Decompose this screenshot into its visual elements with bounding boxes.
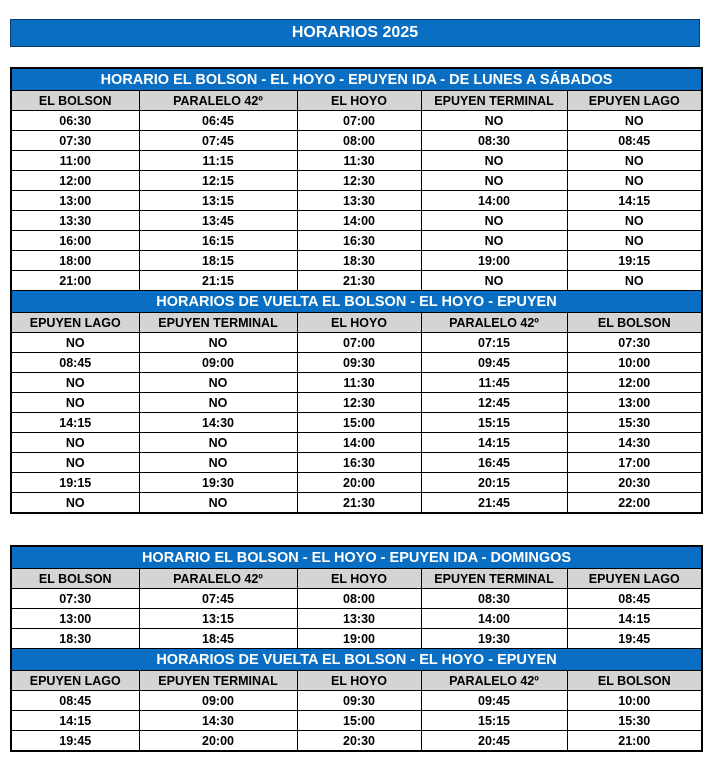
time-cell: 11:30 bbox=[297, 373, 421, 393]
time-cell: 12:30 bbox=[297, 171, 421, 191]
time-cell: NO bbox=[11, 433, 139, 453]
time-cell: 08:30 bbox=[421, 131, 567, 151]
time-cell: 14:30 bbox=[567, 433, 702, 453]
time-cell: 12:00 bbox=[11, 171, 139, 191]
time-cell: 07:30 bbox=[567, 333, 702, 353]
time-cell: NO bbox=[567, 111, 702, 131]
time-cell: 16:30 bbox=[297, 231, 421, 251]
time-cell: 15:30 bbox=[567, 711, 702, 731]
time-cell: 19:45 bbox=[567, 629, 702, 649]
time-cell: 08:45 bbox=[567, 131, 702, 151]
page-title: HORARIOS 2025 bbox=[10, 19, 700, 47]
table-row bbox=[11, 353, 702, 373]
time-cell: 11:15 bbox=[139, 151, 297, 171]
column-header: EPUYEN LAGO bbox=[567, 91, 702, 111]
time-cell: 20:30 bbox=[567, 473, 702, 493]
column-header: EL BOLSON bbox=[567, 671, 702, 691]
time-cell: 18:45 bbox=[139, 629, 297, 649]
time-cell: NO bbox=[11, 453, 139, 473]
time-cell: 08:30 bbox=[421, 589, 567, 609]
column-header: EL HOYO bbox=[297, 313, 421, 333]
time-cell: 20:45 bbox=[421, 731, 567, 752]
column-header: EL HOYO bbox=[297, 569, 421, 589]
time-cell: 19:00 bbox=[297, 629, 421, 649]
column-header: EL HOYO bbox=[297, 671, 421, 691]
time-cell: NO bbox=[567, 171, 702, 191]
time-cell: 07:45 bbox=[139, 131, 297, 151]
time-cell: 19:15 bbox=[11, 473, 139, 493]
table-row bbox=[11, 473, 702, 493]
time-cell: NO bbox=[421, 151, 567, 171]
time-cell: 16:45 bbox=[421, 453, 567, 473]
time-cell: NO bbox=[421, 171, 567, 191]
column-header-row bbox=[11, 313, 702, 333]
time-cell: 13:00 bbox=[11, 191, 139, 211]
column-header: PARALELO 42º bbox=[421, 313, 567, 333]
time-cell: 07:15 bbox=[421, 333, 567, 353]
table-row bbox=[11, 609, 702, 629]
section-title: HORARIO EL BOLSON - EL HOYO - EPUYEN IDA - DOMINGOS bbox=[11, 546, 702, 569]
weekday-schedule-table bbox=[10, 67, 703, 514]
weekday-vuelta-title-row bbox=[11, 291, 702, 313]
time-cell: NO bbox=[421, 111, 567, 131]
time-cell: NO bbox=[11, 333, 139, 353]
time-cell: 06:45 bbox=[139, 111, 297, 131]
time-cell: NO bbox=[11, 393, 139, 413]
time-cell: NO bbox=[11, 493, 139, 514]
table-row bbox=[11, 271, 702, 291]
section-title: HORARIOS DE VUELTA EL BOLSON - EL HOYO - EPUYEN bbox=[11, 291, 702, 313]
time-cell: 20:00 bbox=[139, 731, 297, 752]
time-cell: 07:00 bbox=[297, 111, 421, 131]
table-row bbox=[11, 111, 702, 131]
time-cell: NO bbox=[567, 151, 702, 171]
weekday-ida-title-row bbox=[11, 68, 702, 91]
time-cell: 10:00 bbox=[567, 691, 702, 711]
time-cell: 10:00 bbox=[567, 353, 702, 373]
table-row bbox=[11, 171, 702, 191]
section-title: HORARIOS DE VUELTA EL BOLSON - EL HOYO - EPUYEN bbox=[11, 649, 702, 671]
time-cell: 15:15 bbox=[421, 711, 567, 731]
time-cell: 19:30 bbox=[139, 473, 297, 493]
time-cell: 19:15 bbox=[567, 251, 702, 271]
time-cell: 09:45 bbox=[421, 691, 567, 711]
time-cell: 16:30 bbox=[297, 453, 421, 473]
time-cell: NO bbox=[139, 393, 297, 413]
time-cell: 13:15 bbox=[139, 191, 297, 211]
column-header: PARALELO 42º bbox=[421, 671, 567, 691]
time-cell: 14:30 bbox=[139, 413, 297, 433]
time-cell: NO bbox=[567, 231, 702, 251]
time-cell: 08:00 bbox=[297, 131, 421, 151]
time-cell: 13:00 bbox=[11, 609, 139, 629]
time-cell: 14:00 bbox=[421, 191, 567, 211]
time-cell: 21:15 bbox=[139, 271, 297, 291]
time-cell: 11:00 bbox=[11, 151, 139, 171]
column-header: EPUYEN TERMINAL bbox=[139, 313, 297, 333]
column-header: EPUYEN TERMINAL bbox=[421, 91, 567, 111]
time-cell: 14:00 bbox=[297, 211, 421, 231]
time-cell: 13:30 bbox=[297, 191, 421, 211]
time-cell: 14:00 bbox=[421, 609, 567, 629]
time-cell: 14:15 bbox=[567, 609, 702, 629]
time-cell: NO bbox=[421, 231, 567, 251]
time-cell: 07:45 bbox=[139, 589, 297, 609]
column-header: EL BOLSON bbox=[11, 91, 139, 111]
time-cell: 19:00 bbox=[421, 251, 567, 271]
column-header-row bbox=[11, 569, 702, 589]
time-cell: 11:45 bbox=[421, 373, 567, 393]
time-cell: 07:00 bbox=[297, 333, 421, 353]
table-row bbox=[11, 433, 702, 453]
time-cell: 20:30 bbox=[297, 731, 421, 752]
time-cell: 20:00 bbox=[297, 473, 421, 493]
time-cell: 21:30 bbox=[297, 271, 421, 291]
table-row bbox=[11, 453, 702, 473]
time-cell: NO bbox=[139, 433, 297, 453]
table-row bbox=[11, 691, 702, 711]
time-cell: 13:00 bbox=[567, 393, 702, 413]
time-cell: 07:30 bbox=[11, 131, 139, 151]
table-row bbox=[11, 333, 702, 353]
sunday-schedule-table bbox=[10, 545, 703, 752]
time-cell: 20:15 bbox=[421, 473, 567, 493]
time-cell: 17:00 bbox=[567, 453, 702, 473]
time-cell: 18:15 bbox=[139, 251, 297, 271]
time-cell: NO bbox=[567, 211, 702, 231]
time-cell: 08:45 bbox=[11, 353, 139, 373]
time-cell: 14:15 bbox=[11, 711, 139, 731]
table-row bbox=[11, 493, 702, 514]
time-cell: 14:15 bbox=[11, 413, 139, 433]
time-cell: 21:45 bbox=[421, 493, 567, 514]
time-cell: NO bbox=[567, 271, 702, 291]
table-row bbox=[11, 151, 702, 171]
time-cell: 11:30 bbox=[297, 151, 421, 171]
time-cell: 15:30 bbox=[567, 413, 702, 433]
time-cell: 09:30 bbox=[297, 353, 421, 373]
table-row bbox=[11, 231, 702, 251]
time-cell: 08:45 bbox=[567, 589, 702, 609]
time-cell: 09:00 bbox=[139, 691, 297, 711]
time-cell: NO bbox=[139, 373, 297, 393]
time-cell: 18:30 bbox=[11, 629, 139, 649]
time-cell: 16:15 bbox=[139, 231, 297, 251]
time-cell: 19:30 bbox=[421, 629, 567, 649]
table-row bbox=[11, 191, 702, 211]
column-header: EPUYEN LAGO bbox=[567, 569, 702, 589]
time-cell: 12:15 bbox=[139, 171, 297, 191]
time-cell: 15:00 bbox=[297, 711, 421, 731]
column-header-row bbox=[11, 91, 702, 111]
time-cell: 14:00 bbox=[297, 433, 421, 453]
time-cell: NO bbox=[421, 211, 567, 231]
time-cell: NO bbox=[421, 271, 567, 291]
table-row bbox=[11, 373, 702, 393]
time-cell: 19:45 bbox=[11, 731, 139, 752]
time-cell: 06:30 bbox=[11, 111, 139, 131]
table-row bbox=[11, 251, 702, 271]
time-cell: 07:30 bbox=[11, 589, 139, 609]
time-cell: 12:00 bbox=[567, 373, 702, 393]
time-cell: 18:30 bbox=[297, 251, 421, 271]
time-cell: 13:30 bbox=[11, 211, 139, 231]
time-cell: 08:45 bbox=[11, 691, 139, 711]
column-header: EPUYEN TERMINAL bbox=[421, 569, 567, 589]
table-row bbox=[11, 731, 702, 752]
section-title: HORARIO EL BOLSON - EL HOYO - EPUYEN IDA - DE LUNES A SÁBADOS bbox=[11, 68, 702, 91]
time-cell: 21:00 bbox=[567, 731, 702, 752]
column-header-row bbox=[11, 671, 702, 691]
table-row bbox=[11, 413, 702, 433]
time-cell: 13:15 bbox=[139, 609, 297, 629]
time-cell: 14:15 bbox=[567, 191, 702, 211]
time-cell: 22:00 bbox=[567, 493, 702, 514]
column-header: EPUYEN LAGO bbox=[11, 313, 139, 333]
time-cell: 18:00 bbox=[11, 251, 139, 271]
time-cell: 09:00 bbox=[139, 353, 297, 373]
column-header: PARALELO 42º bbox=[139, 569, 297, 589]
time-cell: 14:15 bbox=[421, 433, 567, 453]
time-cell: 14:30 bbox=[139, 711, 297, 731]
table-row bbox=[11, 131, 702, 151]
column-header: EL BOLSON bbox=[11, 569, 139, 589]
time-cell: 12:30 bbox=[297, 393, 421, 413]
column-header: EPUYEN TERMINAL bbox=[139, 671, 297, 691]
time-cell: 13:45 bbox=[139, 211, 297, 231]
time-cell: NO bbox=[139, 493, 297, 514]
time-cell: 08:00 bbox=[297, 589, 421, 609]
table-row bbox=[11, 393, 702, 413]
table-row bbox=[11, 629, 702, 649]
column-header: PARALELO 42º bbox=[139, 91, 297, 111]
time-cell: 21:00 bbox=[11, 271, 139, 291]
time-cell: 16:00 bbox=[11, 231, 139, 251]
column-header: EL BOLSON bbox=[567, 313, 702, 333]
time-cell: NO bbox=[11, 373, 139, 393]
time-cell: 15:15 bbox=[421, 413, 567, 433]
sunday-vuelta-title-row bbox=[11, 649, 702, 671]
time-cell: 09:30 bbox=[297, 691, 421, 711]
table-row bbox=[11, 211, 702, 231]
column-header: EPUYEN LAGO bbox=[11, 671, 139, 691]
time-cell: NO bbox=[139, 453, 297, 473]
time-cell: 13:30 bbox=[297, 609, 421, 629]
time-cell: 21:30 bbox=[297, 493, 421, 514]
table-row bbox=[11, 589, 702, 609]
time-cell: NO bbox=[139, 333, 297, 353]
column-header: EL HOYO bbox=[297, 91, 421, 111]
time-cell: 15:00 bbox=[297, 413, 421, 433]
time-cell: 12:45 bbox=[421, 393, 567, 413]
time-cell: 09:45 bbox=[421, 353, 567, 373]
table-row bbox=[11, 711, 702, 731]
sunday-ida-title-row bbox=[11, 546, 702, 569]
